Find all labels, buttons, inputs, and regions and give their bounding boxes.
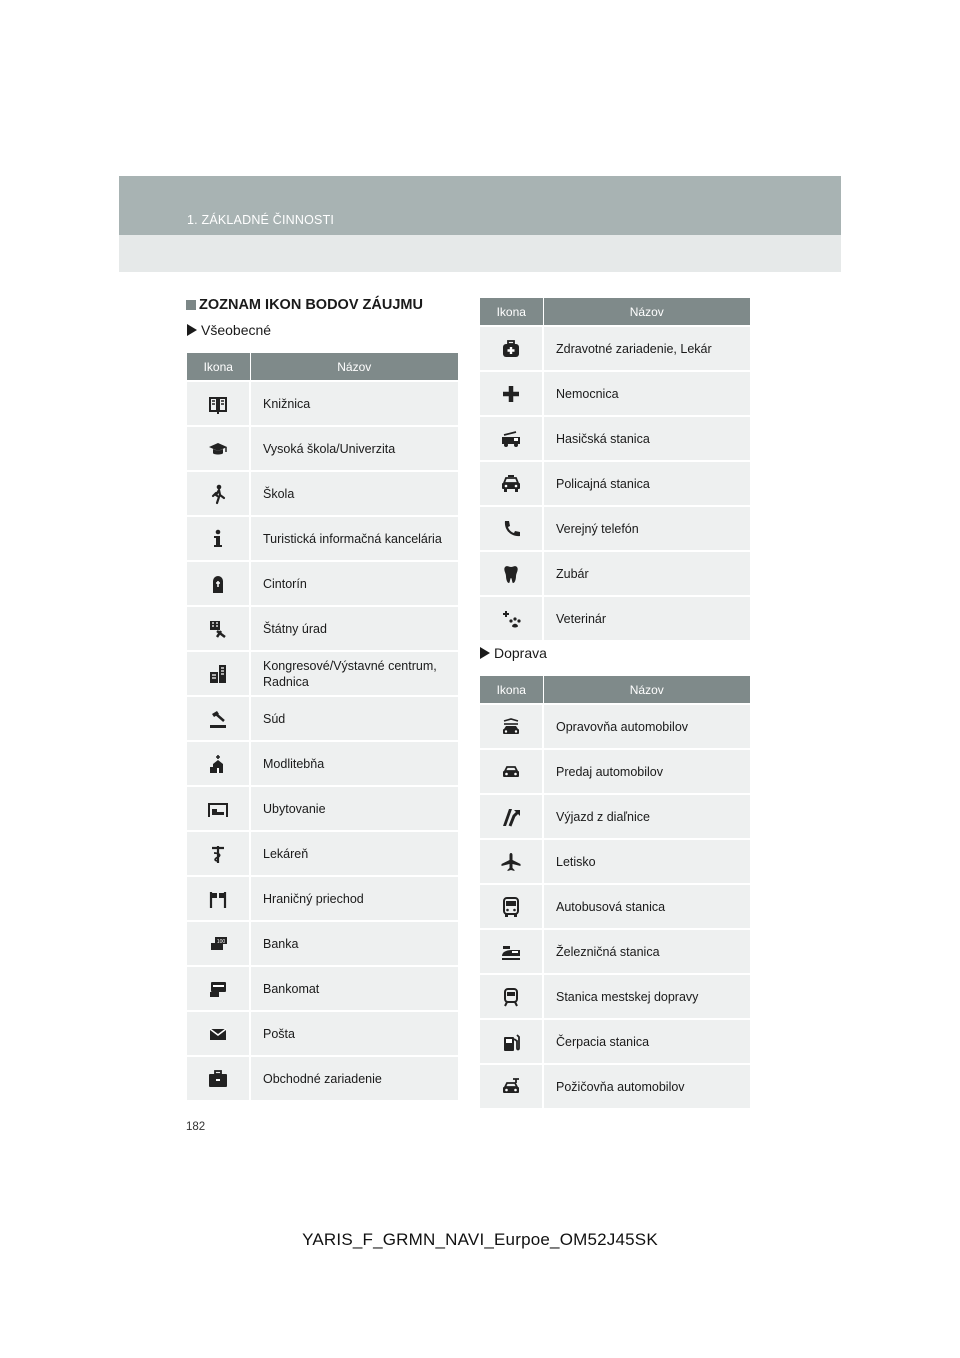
table-row <box>187 966 458 1011</box>
poi-name: Ubytovanie <box>250 786 458 831</box>
icon-cell <box>480 929 543 974</box>
poi-name: Výjazd z diaľnice <box>543 794 750 839</box>
poi-name: Obchodné zariadenie <box>250 1056 458 1100</box>
icon-cell <box>480 506 543 551</box>
health-poi-table <box>480 298 750 640</box>
poi-name: Hraničný priechod <box>250 876 458 921</box>
section-heading <box>186 297 423 313</box>
table-row <box>480 884 750 929</box>
icon-cell <box>480 1019 543 1064</box>
column-header-name: Názov <box>543 298 750 326</box>
mail-icon <box>207 1023 229 1045</box>
icon-cell <box>480 326 543 371</box>
transport-subheading-text: Doprava <box>494 645 547 661</box>
veterinarian-icon <box>500 608 522 630</box>
poi-name: Modlitebňa <box>250 741 458 786</box>
icon-cell <box>187 921 250 966</box>
table-row <box>480 794 750 839</box>
table-row <box>187 561 458 606</box>
general-subheading-text: Všeobecné <box>201 322 272 338</box>
poi-name: Vysoká škola/Univerzita <box>250 426 458 471</box>
table-row <box>480 416 750 461</box>
icon-cell <box>187 651 250 696</box>
poi-name: Veterinár <box>543 596 750 640</box>
general-table-body <box>187 381 458 1100</box>
table-row <box>480 596 750 640</box>
poi-name: Cintorín <box>250 561 458 606</box>
table-header-row <box>187 353 458 381</box>
icon-cell <box>187 741 250 786</box>
atm-icon <box>207 978 229 1000</box>
poi-name: Škola <box>250 471 458 516</box>
poi-name: Autobusová stanica <box>543 884 750 929</box>
table-row <box>187 426 458 471</box>
square-bullet-icon <box>186 300 196 310</box>
poi-name: Turistická informačná kancelária <box>250 516 458 561</box>
poi-name: Pošta <box>250 1011 458 1056</box>
document-code: YARIS_F_GRMN_NAVI_Eurpoe_OM52J45SK <box>302 1230 658 1249</box>
poi-name: Železničná stanica <box>543 929 750 974</box>
poi-name: Banka <box>250 921 458 966</box>
general-subheading <box>187 322 271 338</box>
transport-table-body <box>480 704 750 1108</box>
general-poi-table <box>187 353 458 1100</box>
poi-name: Štátny úrad <box>250 606 458 651</box>
icon-cell <box>480 704 543 749</box>
icon-cell <box>187 966 250 1011</box>
table-row <box>187 786 458 831</box>
table-row <box>480 749 750 794</box>
icon-cell <box>480 794 543 839</box>
tram-icon <box>500 986 522 1008</box>
section-heading-text: ZOZNAM IKON BODOV ZÁUJMU <box>199 297 423 313</box>
table-row <box>187 1011 458 1056</box>
poi-name: Verejný telefón <box>543 506 750 551</box>
poi-name: Bankomat <box>250 966 458 1011</box>
poi-name: Kongresové/Výstavné centrum, Radnica <box>250 651 458 696</box>
table-row <box>480 974 750 1019</box>
chapter-title: 1. ZÁKLADNÉ ČINNOSTI <box>187 213 335 227</box>
table-row <box>480 839 750 884</box>
table-row <box>480 461 750 506</box>
fire-truck-icon <box>500 428 522 450</box>
tombstone-icon <box>207 573 229 595</box>
icon-cell <box>187 561 250 606</box>
gavel-icon <box>207 708 229 730</box>
header-band <box>119 176 841 272</box>
table-row <box>187 831 458 876</box>
triangle-bullet-icon <box>480 647 490 659</box>
poi-name: Zubár <box>543 551 750 596</box>
poi-name: Predaj automobilov <box>543 749 750 794</box>
poi-name: Súd <box>250 696 458 741</box>
poi-name: Knižnica <box>250 381 458 426</box>
table-row <box>187 876 458 921</box>
bank-icon <box>207 933 229 955</box>
table-row <box>480 326 750 371</box>
column-header-icon: Ikona <box>480 676 543 704</box>
car-repair-icon <box>500 716 522 738</box>
poi-name: Čerpacia stanica <box>543 1019 750 1064</box>
icon-cell <box>480 974 543 1019</box>
poi-name: Policajná stanica <box>543 461 750 506</box>
icon-cell <box>187 696 250 741</box>
government-office-icon <box>207 618 229 640</box>
icon-cell <box>187 606 250 651</box>
table-row <box>480 929 750 974</box>
poi-name: Zdravotné zariadenie, Lekár <box>543 326 750 371</box>
icon-cell <box>187 471 250 516</box>
health-table-body <box>480 326 750 640</box>
icon-cell <box>187 381 250 426</box>
border-crossing-icon <box>207 888 229 910</box>
convention-center-icon <box>207 663 229 685</box>
poi-name: Hasičská stanica <box>543 416 750 461</box>
transport-subheading <box>480 645 547 661</box>
table-row <box>480 371 750 416</box>
header-bar <box>119 176 841 235</box>
phone-icon <box>500 518 522 540</box>
bus-icon <box>500 896 522 918</box>
table-row <box>187 696 458 741</box>
icon-cell <box>480 749 543 794</box>
column-header-icon: Ikona <box>187 353 250 381</box>
medical-bag-icon <box>500 338 522 360</box>
icon-cell <box>187 1056 250 1100</box>
poi-name: Stanica mestskej dopravy <box>543 974 750 1019</box>
svg-text:100: 100 <box>216 938 226 945</box>
hospital-cross-icon <box>500 383 522 405</box>
airplane-icon <box>500 851 522 873</box>
icon-cell <box>187 876 250 921</box>
table-row <box>480 704 750 749</box>
table-row <box>480 1019 750 1064</box>
poi-name: Požičovňa automobilov <box>543 1064 750 1108</box>
car-rental-icon <box>500 1076 522 1098</box>
table-row <box>187 741 458 786</box>
icon-cell <box>480 839 543 884</box>
table-row <box>187 651 458 696</box>
transport-poi-table <box>480 676 750 1108</box>
car-dealer-icon <box>500 761 522 783</box>
icon-cell <box>480 551 543 596</box>
icon-cell <box>187 831 250 876</box>
table-row <box>480 1064 750 1108</box>
table-row <box>187 471 458 516</box>
table-row <box>187 516 458 561</box>
briefcase-icon <box>207 1068 229 1090</box>
poi-name: Letisko <box>543 839 750 884</box>
library-icon <box>207 393 229 415</box>
poi-name: Opravovňa automobilov <box>543 704 750 749</box>
icon-cell <box>480 461 543 506</box>
table-header-row <box>480 676 750 704</box>
icon-cell <box>187 786 250 831</box>
highway-exit-icon <box>500 806 522 828</box>
table-row <box>187 606 458 651</box>
column-header-name: Názov <box>250 353 458 381</box>
fuel-pump-icon <box>500 1031 522 1053</box>
bed-icon <box>207 798 229 820</box>
graduation-cap-icon <box>207 438 229 460</box>
icon-cell <box>480 416 543 461</box>
walking-child-icon <box>207 483 229 505</box>
table-row <box>187 1056 458 1100</box>
icon-cell <box>187 426 250 471</box>
tooth-icon <box>500 563 522 585</box>
icon-cell <box>187 1011 250 1056</box>
icon-cell <box>480 1064 543 1108</box>
poi-name: Nemocnica <box>543 371 750 416</box>
info-icon <box>207 528 229 550</box>
icon-cell <box>187 516 250 561</box>
column-header-icon: Ikona <box>480 298 543 326</box>
icon-cell <box>480 596 543 640</box>
table-row <box>187 921 458 966</box>
page-number: 182 <box>186 1121 206 1133</box>
pharmacy-icon <box>207 843 229 865</box>
table-row <box>480 551 750 596</box>
table-header-row <box>480 298 750 326</box>
table-row <box>480 506 750 551</box>
triangle-bullet-icon <box>187 324 197 336</box>
church-icon <box>207 753 229 775</box>
police-car-icon <box>500 473 522 495</box>
column-header-name: Názov <box>543 676 750 704</box>
poi-name: Lekáreň <box>250 831 458 876</box>
icon-cell <box>480 884 543 929</box>
train-icon <box>500 941 522 963</box>
icon-cell <box>480 371 543 416</box>
table-row <box>187 381 458 426</box>
